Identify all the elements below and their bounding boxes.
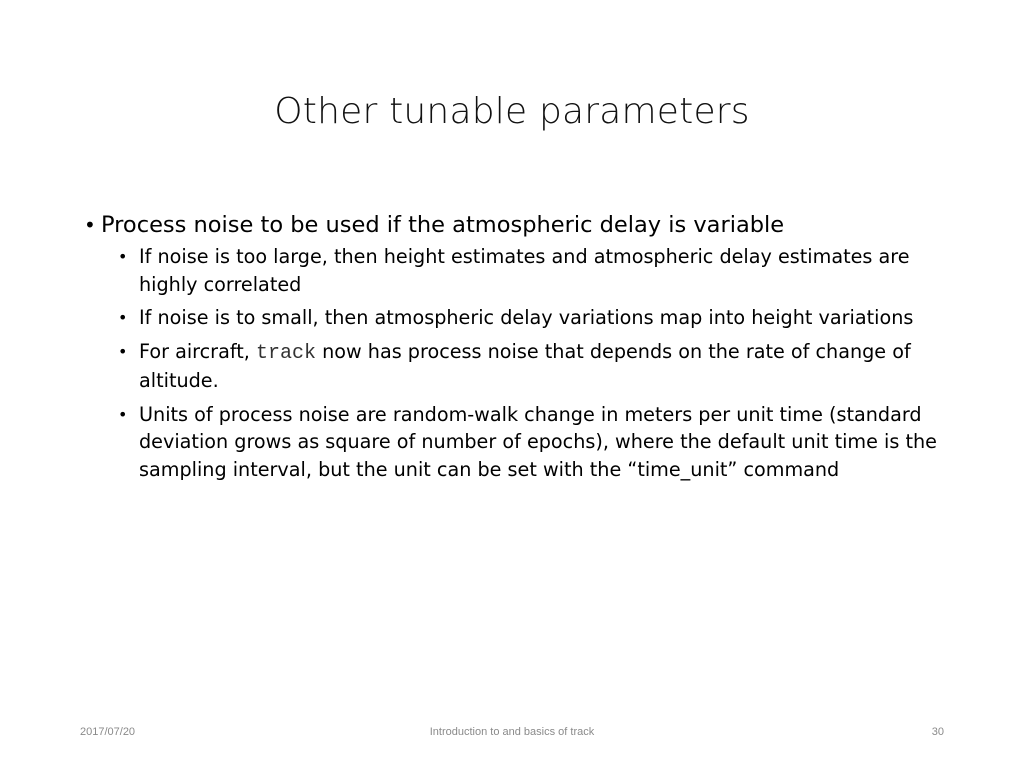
sub-bullet-text-prefix: For aircraft, (139, 339, 256, 363)
sub-bullet (84, 304, 954, 332)
main-bullet-text: Process noise to be used if the atmospheric delay is variable (101, 212, 785, 238)
slide-body (84, 208, 954, 489)
slide-title: Other tunable parameters (274, 91, 750, 132)
bullet-icon: • (118, 404, 128, 424)
bullet-icon: • (118, 341, 128, 361)
bullet-icon: • (118, 308, 128, 327)
sub-bullet-text-suffix: now has process noise that depends on the rate of change of altitude. (139, 339, 911, 392)
sub-bullet-text: Units of process noise are random-walk change in meters per unit time (standard deviation grows as square of number of epochs), where the default unit time is the sampling interval, but the unit can be set with the “time_unit” command (139, 402, 937, 481)
footer-date: 2017/07/20 (80, 726, 136, 738)
sub-bullet-list (84, 243, 954, 483)
command-name-code: track (255, 341, 316, 365)
sub-bullet (84, 338, 954, 395)
sub-bullet (84, 243, 954, 298)
bullet-icon: • (118, 247, 128, 266)
slide-number: 30 (931, 726, 944, 738)
sub-bullet-text: If noise is too large, then height estimates and atmospheric delay estimates are highly correlated (139, 245, 910, 296)
main-bullet (84, 208, 954, 242)
sub-bullet-text: If noise is to small, then atmospheric delay variations map into height variations (139, 306, 914, 329)
footer-title: Introduction to and basics of track (429, 726, 595, 738)
sub-bullet (84, 401, 954, 484)
bullet-icon: • (84, 213, 96, 237)
